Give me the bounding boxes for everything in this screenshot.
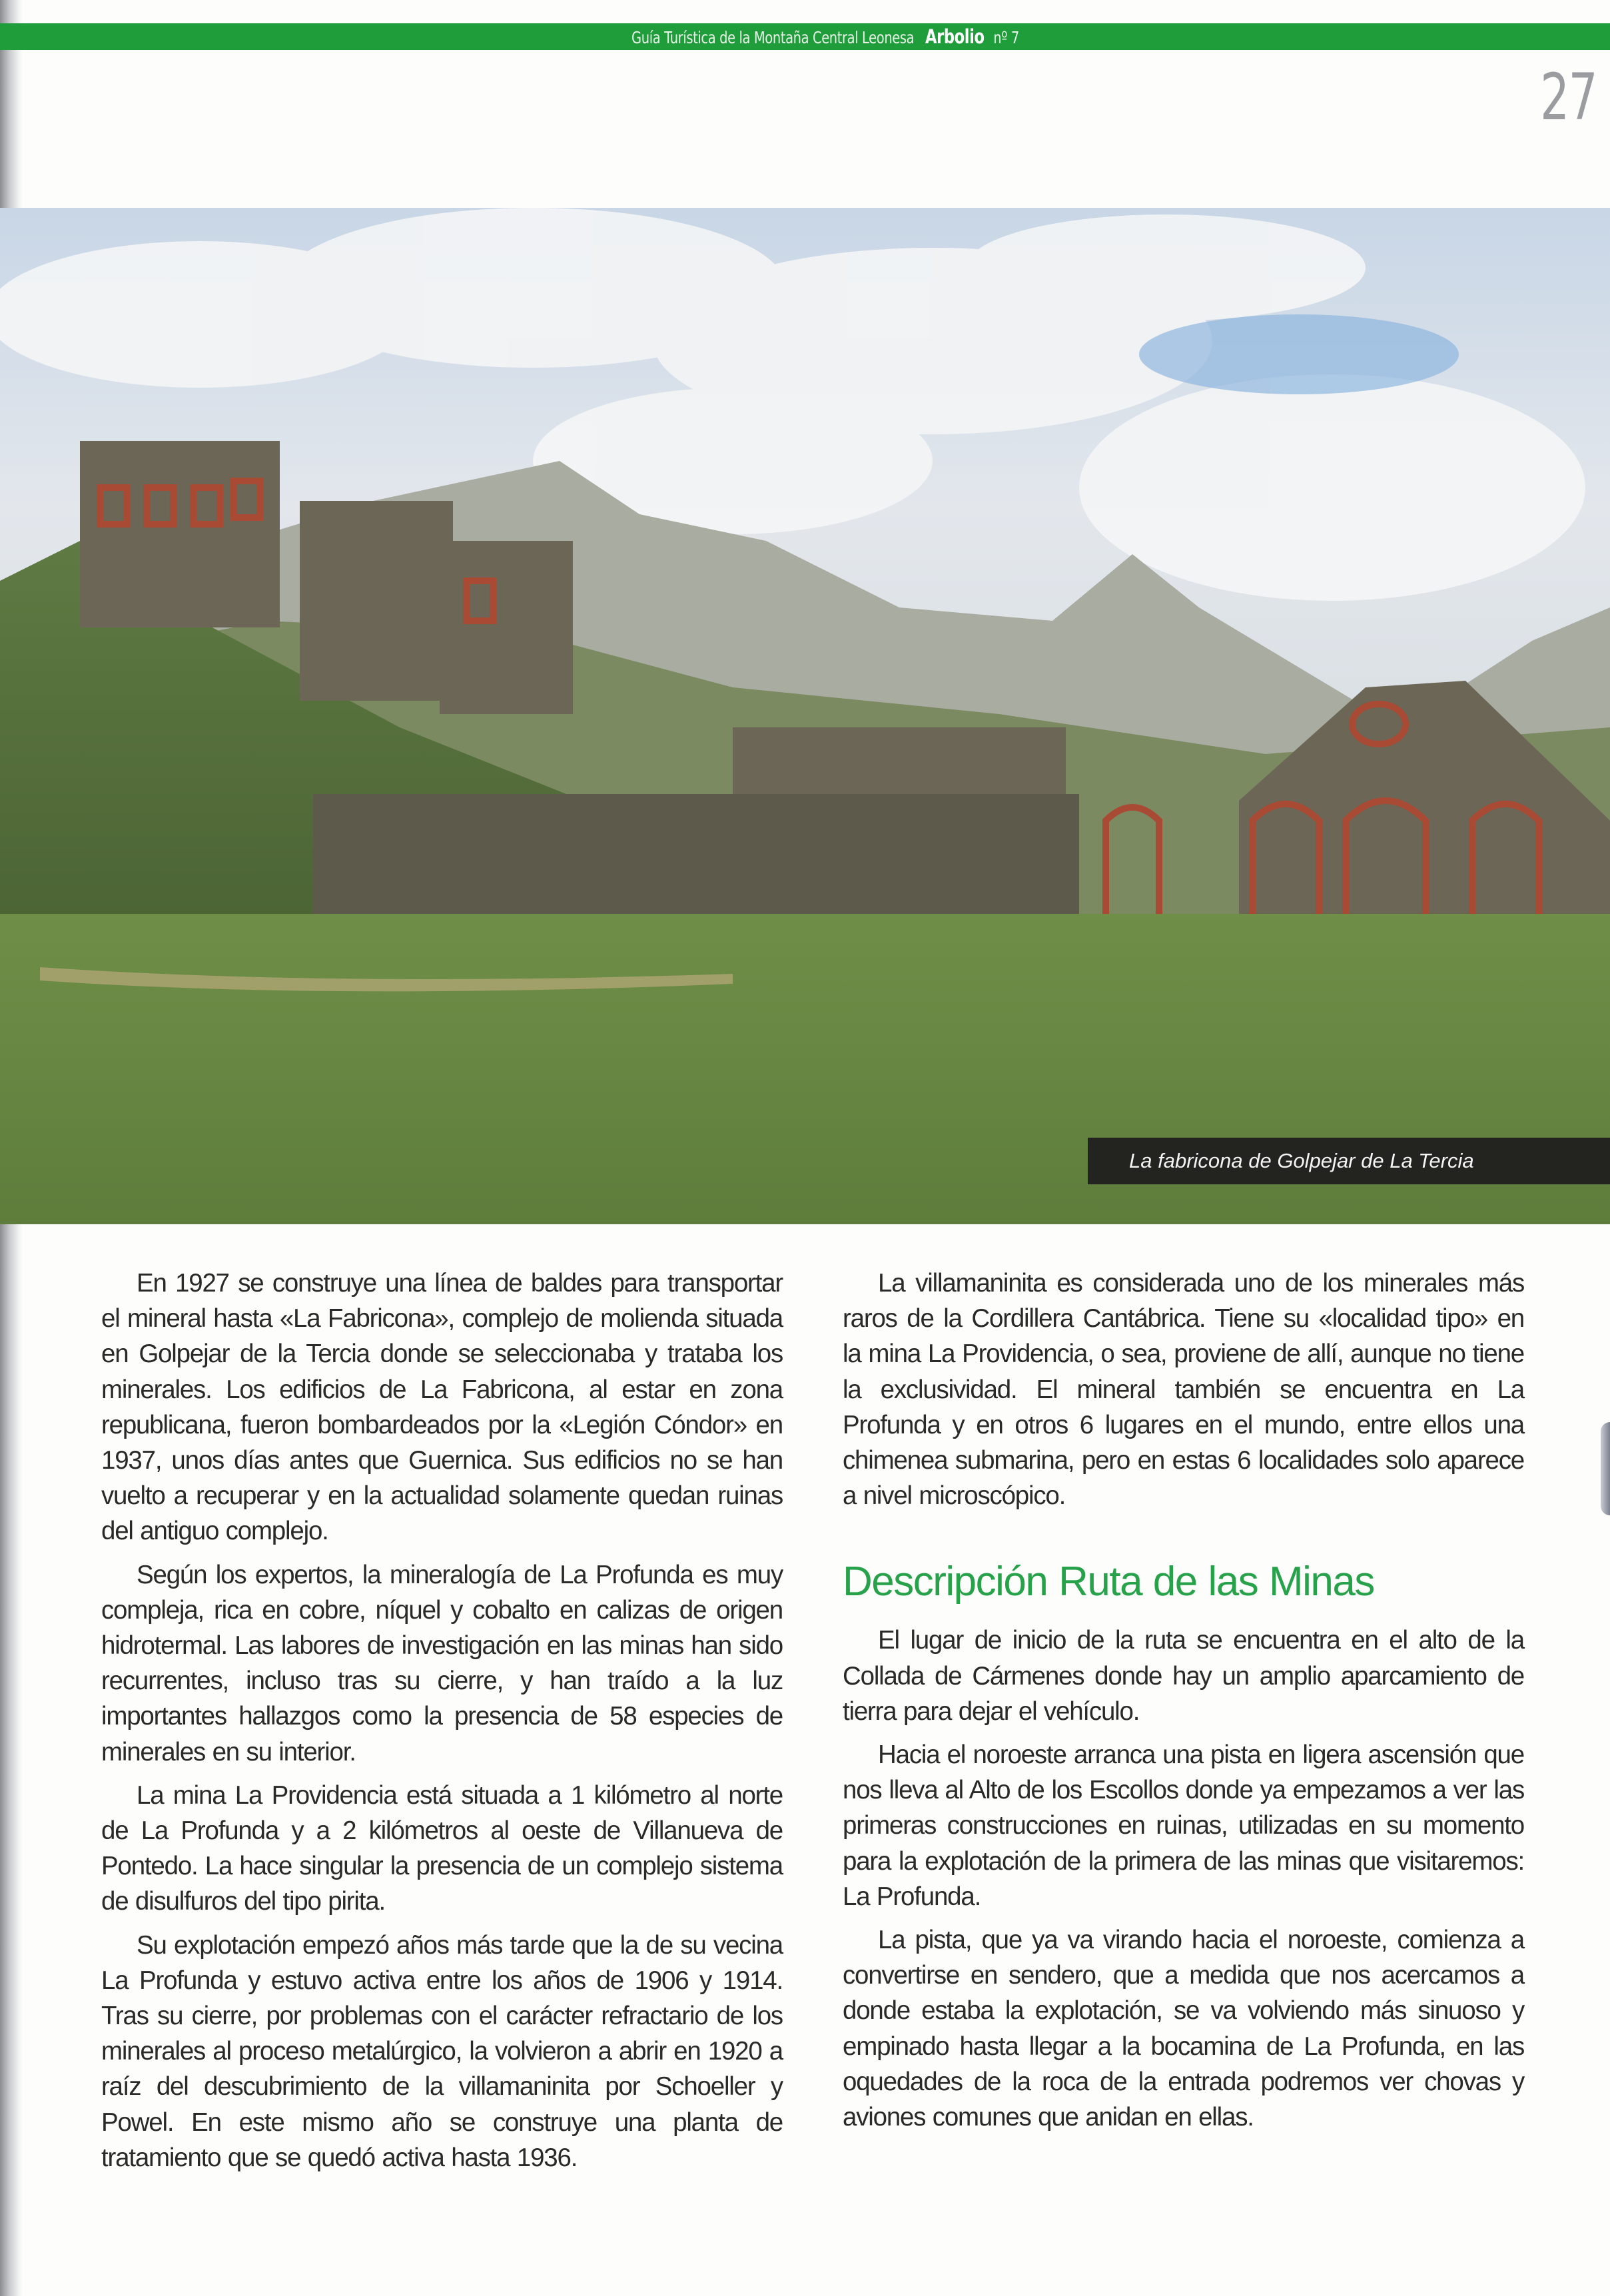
issue-number: nº 7 — [993, 28, 1019, 47]
paragraph: Su explotación empezó años más tarde que la de su vecina La Profunda y estuvo activa entre los años de 1906 y 1914. Tras su cierre, por problemas con el carácter refractario de los minerales al proceso metalúrgico, la volvieron a abrir en 1920 a raíz del descubrimiento de la villamaninita por Schoeller y Powel. En este mismo año se construye una planta de tratamiento que se quedó activa hasta 1936. — [101, 1930, 783, 2172]
running-header — [631, 25, 1019, 48]
paragraph: Hacia el noroeste arranca una pista en ligera ascensión que nos lleva al Alto de los Escollos donde ya empezamos a ver las primeras construcciones en ruinas, utilizadas en su momento para la explotación de la primera de las minas que visitaremos: La Profunda. — [843, 1740, 1524, 1911]
blue-sky-patch — [1139, 314, 1459, 394]
photo-caption: La fabricona de Golpejar de La Tercia — [1088, 1138, 1610, 1184]
page-number: 27 — [1539, 60, 1597, 135]
paragraph: En 1927 se construye una línea de baldes para transportar el mineral hasta «La Fabricona», complejo de molienda situada en Golpejar de la Tercia donde se seleccionaba y trataba los minerales. Los edificios de La Fabricona, al estar en zona republicana, fueron bombardeados por la «Legión Cóndor» en 1937, unos días antes que Guernica. Sus edificios no se han vuelto a recuperar y en la actualidad solamente quedan ruinas del antiguo complejo. — [101, 1269, 783, 1546]
header-band — [0, 23, 1610, 50]
right-column — [843, 1266, 1524, 2143]
section-heading: Descripción Ruta de las Minas — [843, 1559, 1374, 1605]
page-edge-shadow — [1601, 1422, 1610, 1515]
paragraph: La pista, que ya va virando hacia el noroeste, comienza a convertirse en sendero, que a medida que nos acercamos a donde estaba la explotación, se va volviendo más sinuoso y empinado hasta llegar a la bocamina de La Profunda, en las oquedades de la roca de la entrada podremos ver chovas y aviones comunes que anidan en ellas. — [843, 1926, 1524, 2132]
left-column — [101, 1266, 783, 2183]
photo-ruins-landscape — [0, 208, 1610, 1224]
brand-name: Arbolio — [925, 25, 985, 48]
paragraph: La villamaninita es considerada uno de los minerales más raros de la Cordillera Cantábrica. Tiene su «localidad tipo» en la mina La Providencia, o sea, proviene de allí, aunque no tiene la exclusividad. El mineral también se encuentra en La Profunda y en otros 6 lugares en el mundo, entre ellos una chimenea submarina, pero en estas 6 localidades solo aparece a nivel microscópico. — [843, 1269, 1524, 1511]
paragraph: El lugar de inicio de la ruta se encuentra en el alto de la Collada de Cármenes donde hay un amplio aparcamiento de tierra para dejar el vehículo. — [843, 1626, 1524, 1726]
publication-title: Guía Turística de la Montaña Central Leonesa — [631, 28, 914, 47]
paragraph: Según los expertos, la mineralogía de La Profunda es muy compleja, rica en cobre, níquel y cobalto en calizas de origen hidrotermal. Las labores de investigación en las minas han sido recurrentes, incluso tras su cierre, y han traído a la luz importantes hallazgos como la presencia de 58 especies de minerales en su interior. — [101, 1560, 783, 1766]
photo-illustration — [0, 208, 1610, 1224]
paragraph: La mina La Providencia está situada a 1 kilómetro al norte de La Profunda y a 2 kilómetros al oeste de Villanueva de Pontedo. La hace singular la presencia de un complejo sistema de disulfuros del tipo pirita. — [101, 1780, 783, 1916]
